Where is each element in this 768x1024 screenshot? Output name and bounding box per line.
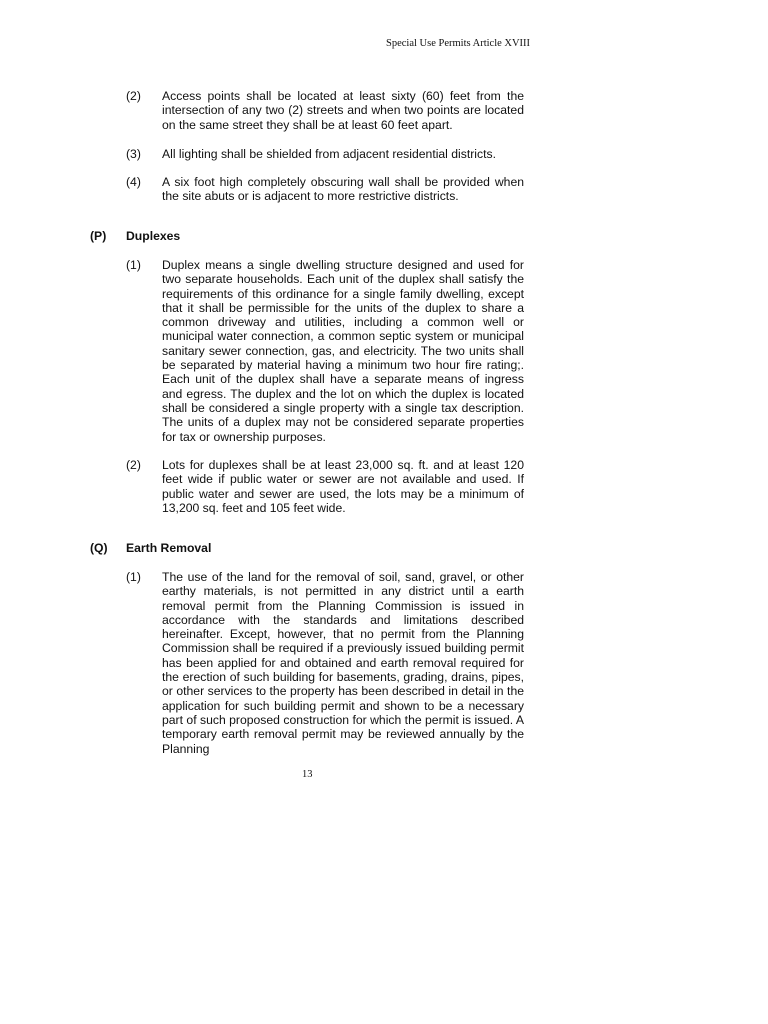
item-number: (1) [126, 258, 141, 272]
item-number: (3) [126, 147, 141, 161]
list-item [126, 258, 524, 444]
item-text: A six foot high completely obscuring wall shall be provided when the site abuts or is adjacent to more restrictive districts. [162, 175, 524, 204]
item-text: Duplex means a single dwelling structure designed and used for two separate households. Each unit of the duplex shall satisfy the requirements of this ordinance for a single family dwelling, except that it shall be permissible for the units of the duplex to share a common driveway and utilities, including a common well or municipal water connection, a common septic system or municipal sanitary sewer connection, gas, and electricity. The two units shall be separated by material having a minimum two hour fire rating;. Each unit of the duplex shall have a separate means of ingress and egress. The duplex and the lot on which the duplex is located shall be considered a single property with a single tax description. The units of a duplex may not be considered separate properties for tax or ownership purposes. [162, 258, 524, 444]
section-letter: (P) [90, 229, 107, 243]
list-item [126, 147, 524, 161]
list-item [126, 458, 524, 515]
item-number: (4) [126, 175, 141, 189]
item-text: All lighting shall be shielded from adjacent residential districts. [162, 147, 496, 161]
running-header: Special Use Permits Article XVIII [386, 38, 531, 49]
list-item [126, 89, 524, 132]
list-item [126, 175, 524, 204]
section-title: Duplexes [126, 229, 181, 243]
item-text: Access points shall be located at least sixty (60) feet from the intersection of any two (2) streets and when two points are located on the same street they shall be at least 60 feet apart. [162, 89, 524, 132]
item-text: The use of the land for the removal of soil, sand, gravel, or other earthy materials, is not permitted in any district until a earth removal permit from the Planning Commission is issued in accordance with the standards and limitations described hereinafter. Except, however, that no permit from the Planning Commission shall be required if a previously issued building permit has been applied for and obtained and earth removal required for the erection of such building for basements, grading, drains, pipes, or other services to the property has been described in detail in the application for such building permit and shown to be a necessary part of such proposed construction for which the permit is issued. A temporary earth removal permit may be reviewed annually by the Planning [162, 570, 524, 756]
item-number: (1) [126, 570, 141, 584]
item-number: (2) [126, 89, 141, 103]
section-title: Earth Removal [126, 541, 212, 555]
item-number: (2) [126, 458, 141, 472]
list-item [126, 570, 524, 756]
page-number: 13 [302, 769, 313, 780]
item-text: Lots for duplexes shall be at least 23,000 sq. ft. and at least 120 feet wide if public water or sewer are not available and used. If public water and sewer are used, the lots may be a minimum of 13,200 sq. feet and 105 feet wide. [162, 458, 524, 515]
section-letter: (Q) [90, 541, 108, 555]
